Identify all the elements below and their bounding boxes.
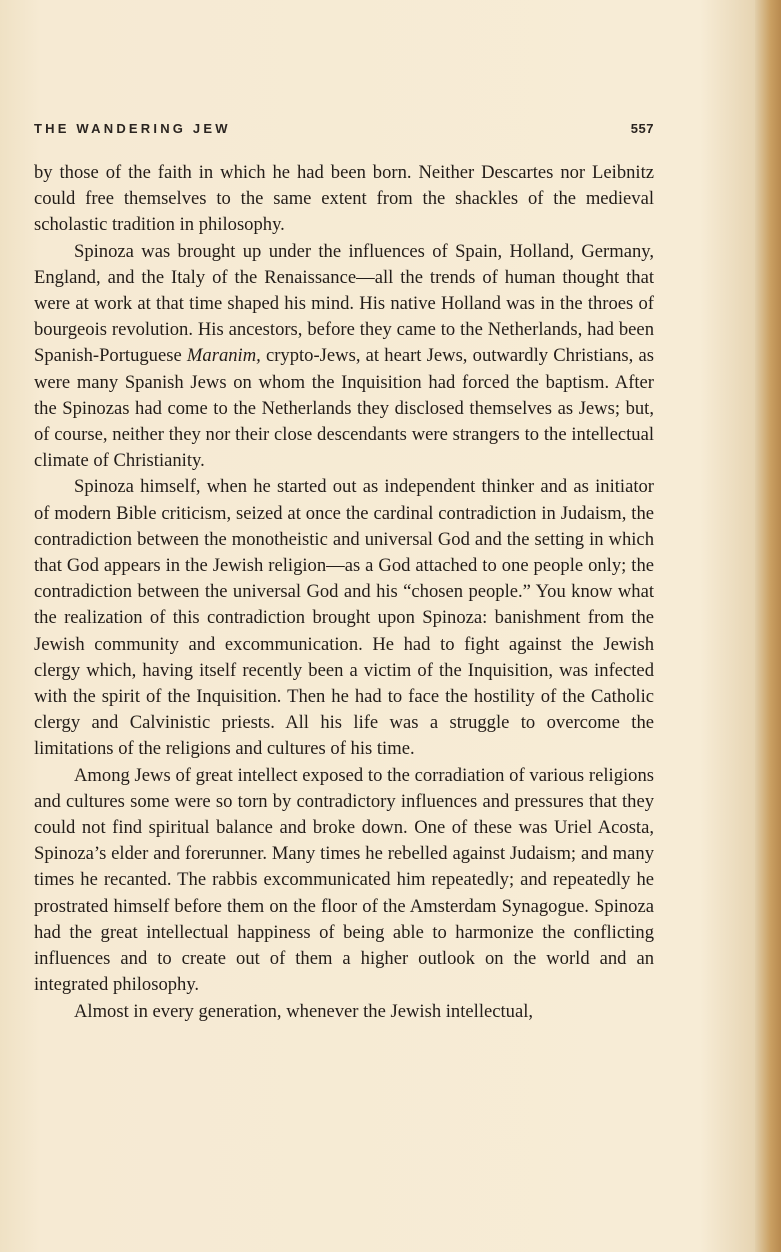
page-number: 557 (630, 121, 654, 136)
italic-text: Maranim, (186, 345, 261, 367)
paragraph-text: Among Jews of great intellect exposed to the corradiation of various religions and cultures some were so torn by contradictory influences and pressures that they could not find spiritual balance and broke down. One of these was Uriel Acosta, Spinoza’s elder and forerunner. Many times he rebelled against Judaism; and many times he recanted. The rabbis excommunicated him repeatedly; and repeatedly he prostrated himself before them on the floor of the Amsterdam Synagogue. Spinoza had the great intellectual happiness of being able to harmonize the conflicting influences and to create out of them a higher outlook on the world and an integrated philosophy. (34, 764, 654, 996)
body-text (34, 160, 654, 1025)
paragraph (34, 239, 654, 475)
running-header (34, 118, 654, 142)
paragraph (34, 763, 654, 999)
paragraph-text: by those of the faith in which he had been born. Neither Descartes nor Leibnitz could free themselves to the same extent from the shackles of the medieval scholastic tradition in philosophy. (34, 162, 654, 236)
paragraph (34, 999, 654, 1025)
paragraph-text: Spinoza himself, when he started out as independent thinker and as initiator of modern Bible criticism, seized at once the cardinal contradiction in Judaism, the contradiction between the monotheistic and universal God and the setting in which that God appears in the Jewish religion—as a God attached to one people only; the contradiction between the universal God and his “chosen people.” You know what the realization of this contradiction brought upon Spinoza: banishment from the Jewish community and excommunication. He had to fight against the Jewish clergy which, having itself recently been a victim of the Inquisition, was infected with the spirit of the Inquisition. Then he had to face the hostility of the Catholic clergy and Calvinistic priests. All his life was a struggle to overcome the limitations of the religions and cultures of his time. (34, 476, 654, 760)
paragraph (34, 474, 654, 762)
paragraph-text: Spinoza was brought up under the influences of Spain, Holland, Germany, England, and the Italy of the Renaissance—all the trends of human thought that were at work at that time shaped his mind. His native Holland was in the throes of bourgeois revolution. His ancestors, before they came to the Netherlands, had been Spanish-Portuguese (34, 240, 654, 367)
running-title: THE WANDERING JEW (34, 121, 231, 136)
paragraph-text: crypto-Jews, at heart Jews, outwardly Christians, as were many Spanish Jews on whom the Inquisition had forced the baptism. After the Spinozas had come to the Netherlands they disclosed themselves as Jews; but, of course, neither they nor their close descendants were strangers to the intellectual climate of Christianity. (34, 345, 655, 472)
page-edge (755, 0, 781, 1252)
paragraph (34, 160, 654, 239)
paragraph-text: Almost in every generation, whenever the Jewish intellectual, (74, 1000, 534, 1022)
